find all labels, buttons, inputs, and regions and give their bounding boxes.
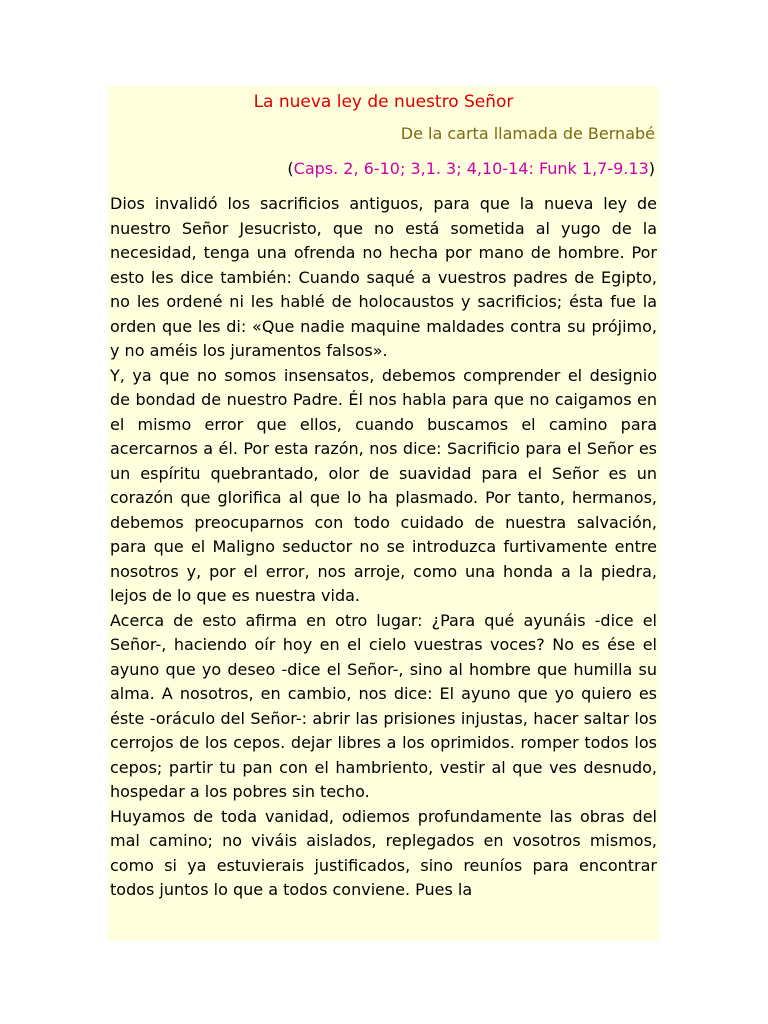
reference-open-paren: (: [287, 159, 294, 178]
paragraph: Dios invalidó los sacrificios antiguos, para que la nueva ley de nuestro Señor Jesucristo, que no está sometida al yugo de la necesidad, tenga una ofrenda no hecha por mano de hombre. Por esto les dice también: Cuando saqué a vuestros padres de Egipto, no les ordené ni les hablé de holocaustos y sacrificios; ésta fue la orden que les di: «Que nadie maquine maldades contra su prójimo, y no améis los juramentos falsos».: [110, 194, 657, 360]
document-page: [108, 86, 659, 941]
paragraph: Acerca de esto afirma en otro lugar: ¿Para qué ayunáis -dice el Señor-, haciendo oír hoy en el cielo vuestras voces? No es ése el ayuno que yo deseo -dice el Señor-, sino al hombre que humilla su alma. A nosotros, en cambio, nos dice: El ayuno que yo quiero es éste -oráculo del Señor-: abrir las prisiones injustas, hacer saltar los cerrojos de los cepos. dejar libres a los oprimidos. romper todos los cepos; partir tu pan con el hambriento, vestir al que ves desnudo, hospedar a los pobres sin techo.: [110, 610, 657, 801]
reference-citation: [110, 156, 655, 182]
paragraph: Huyamos de toda vanidad, odiemos profundamente las obras del mal camino; no viváis aislados, replegados en vosotros mismos, como si ya estuvierais justificados, sino reuníos para encontrar todos juntos lo que a todos conviene. Pues la: [110, 806, 657, 899]
source-attribution: De la carta llamada de Bernabé: [400, 124, 655, 143]
reference-close-paren: ): [648, 159, 655, 178]
paragraph: Y, ya que no somos insensatos, debemos comprender el designio de bondad de nuestro Padre. Él nos habla para que no caigamos en el mismo error que ellos, cuando buscamos el camino para acercarnos a él. Por esta razón, nos dice: Sacrificio para el Señor es un espíritu quebrantado, olor de suavidad para el Señor es un corazón que glorifica al que lo ha plasmado. Por tanto, hermanos, debemos preocuparnos con todo cuidado de nuestra salvación, para que el Maligno seductor no se introduzca furtivamente entre nosotros y, por el error, nos arroje, como una honda a la piedra, lejos de lo que es nuestra vida.: [110, 365, 657, 605]
document-title: La nueva ley de nuestro Señor: [253, 92, 514, 112]
document-body: [110, 192, 657, 903]
reference-text: Caps. 2, 6-10; 3,1. 3; 4,10-14: Funk 1,7-9.13: [293, 159, 649, 178]
